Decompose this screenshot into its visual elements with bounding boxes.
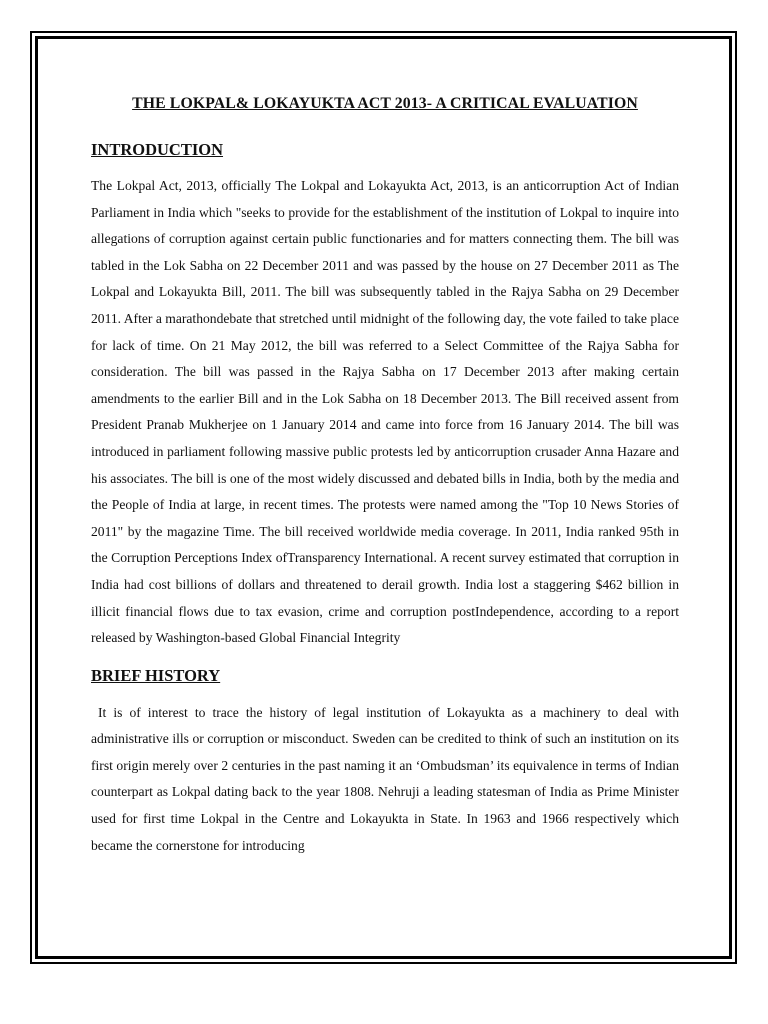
brief-history-paragraph: It is of interest to trace the history of legal institution of Lokayukta as a machinery to deal with administrative ills or corruption or misconduct. Sweden can be credited to think of such an institution on its first origin merely over 2 centuries in the past naming it an ‘Ombudsman’ its equivalence in terms of Indian counterpart as Lokpal dating back to the year 1808. Nehruji a leading statesman of India as Prime Minister used for first time Lokpal in the Centre and Lokayukta in State. In 1963 and 1966 respectively which became the cornerstone for introducing (91, 704, 683, 853)
introduction-paragraph: The Lokpal Act, 2013, officially The Lokpal and Lokayukta Act, 2013, is an anticorruption Act of Indian Parliament in India which "seeks to provide for the establishment of the institution of Lokpal to inquire into allegations of corruption against certain public functionaries and for matters connecting them. The bill was tabled in the Lok Sabha on 22 December 2011 and was passed by the house on 27 December 2011 as The Lokpal and Lokayukta Bill, 2011. The bill was subsequently tabled in the Rajya Sabha on 29 December 2011. After a marathondebate that stretched until midnight of the following day, the vote failed to take place for lack of time. On 21 May 2012, the bill was referred to a Select Committee of the Rajya Sabha for consideration. The bill was passed in the Rajya Sabha on 17 December 2013 after making certain amendments to the earlier Bill and in the Lok Sabha on 18 December 2013. The Bill received assent from President Pranab Mukherjee on 1 January 2014 and came into force from 16 January 2014. The bill was introduced in parliament following massive public protests led by anticorruption crusader Anna Hazare and his associates. The bill is one of the most widely discussed and debated bills in India, both by the media and the People of India at large, in recent times. The protests were named among the "Top 10 News Stories of 2011" by the magazine Time. The bill received worldwide media coverage. In 2011, India ranked 95th in the Corruption Perceptions Index ofTransparency International. A recent survey estimated that corruption in India had cost billions of dollars and threatened to derail growth. India lost a staggering $462 billion in illicit financial flows due to tax evasion, crime and corruption postIndependence, according to a report released by Washington-based Global Financial Integrity (91, 178, 679, 646)
document-content (91, 90, 683, 859)
brief-history-heading: BRIEF HISTORY (91, 665, 221, 685)
document-title: THE LOKPAL& LOKAYUKTA ACT 2013- A CRITICAL EVALUATION (132, 95, 638, 112)
introduction-heading: INTRODUCTION (91, 140, 224, 159)
